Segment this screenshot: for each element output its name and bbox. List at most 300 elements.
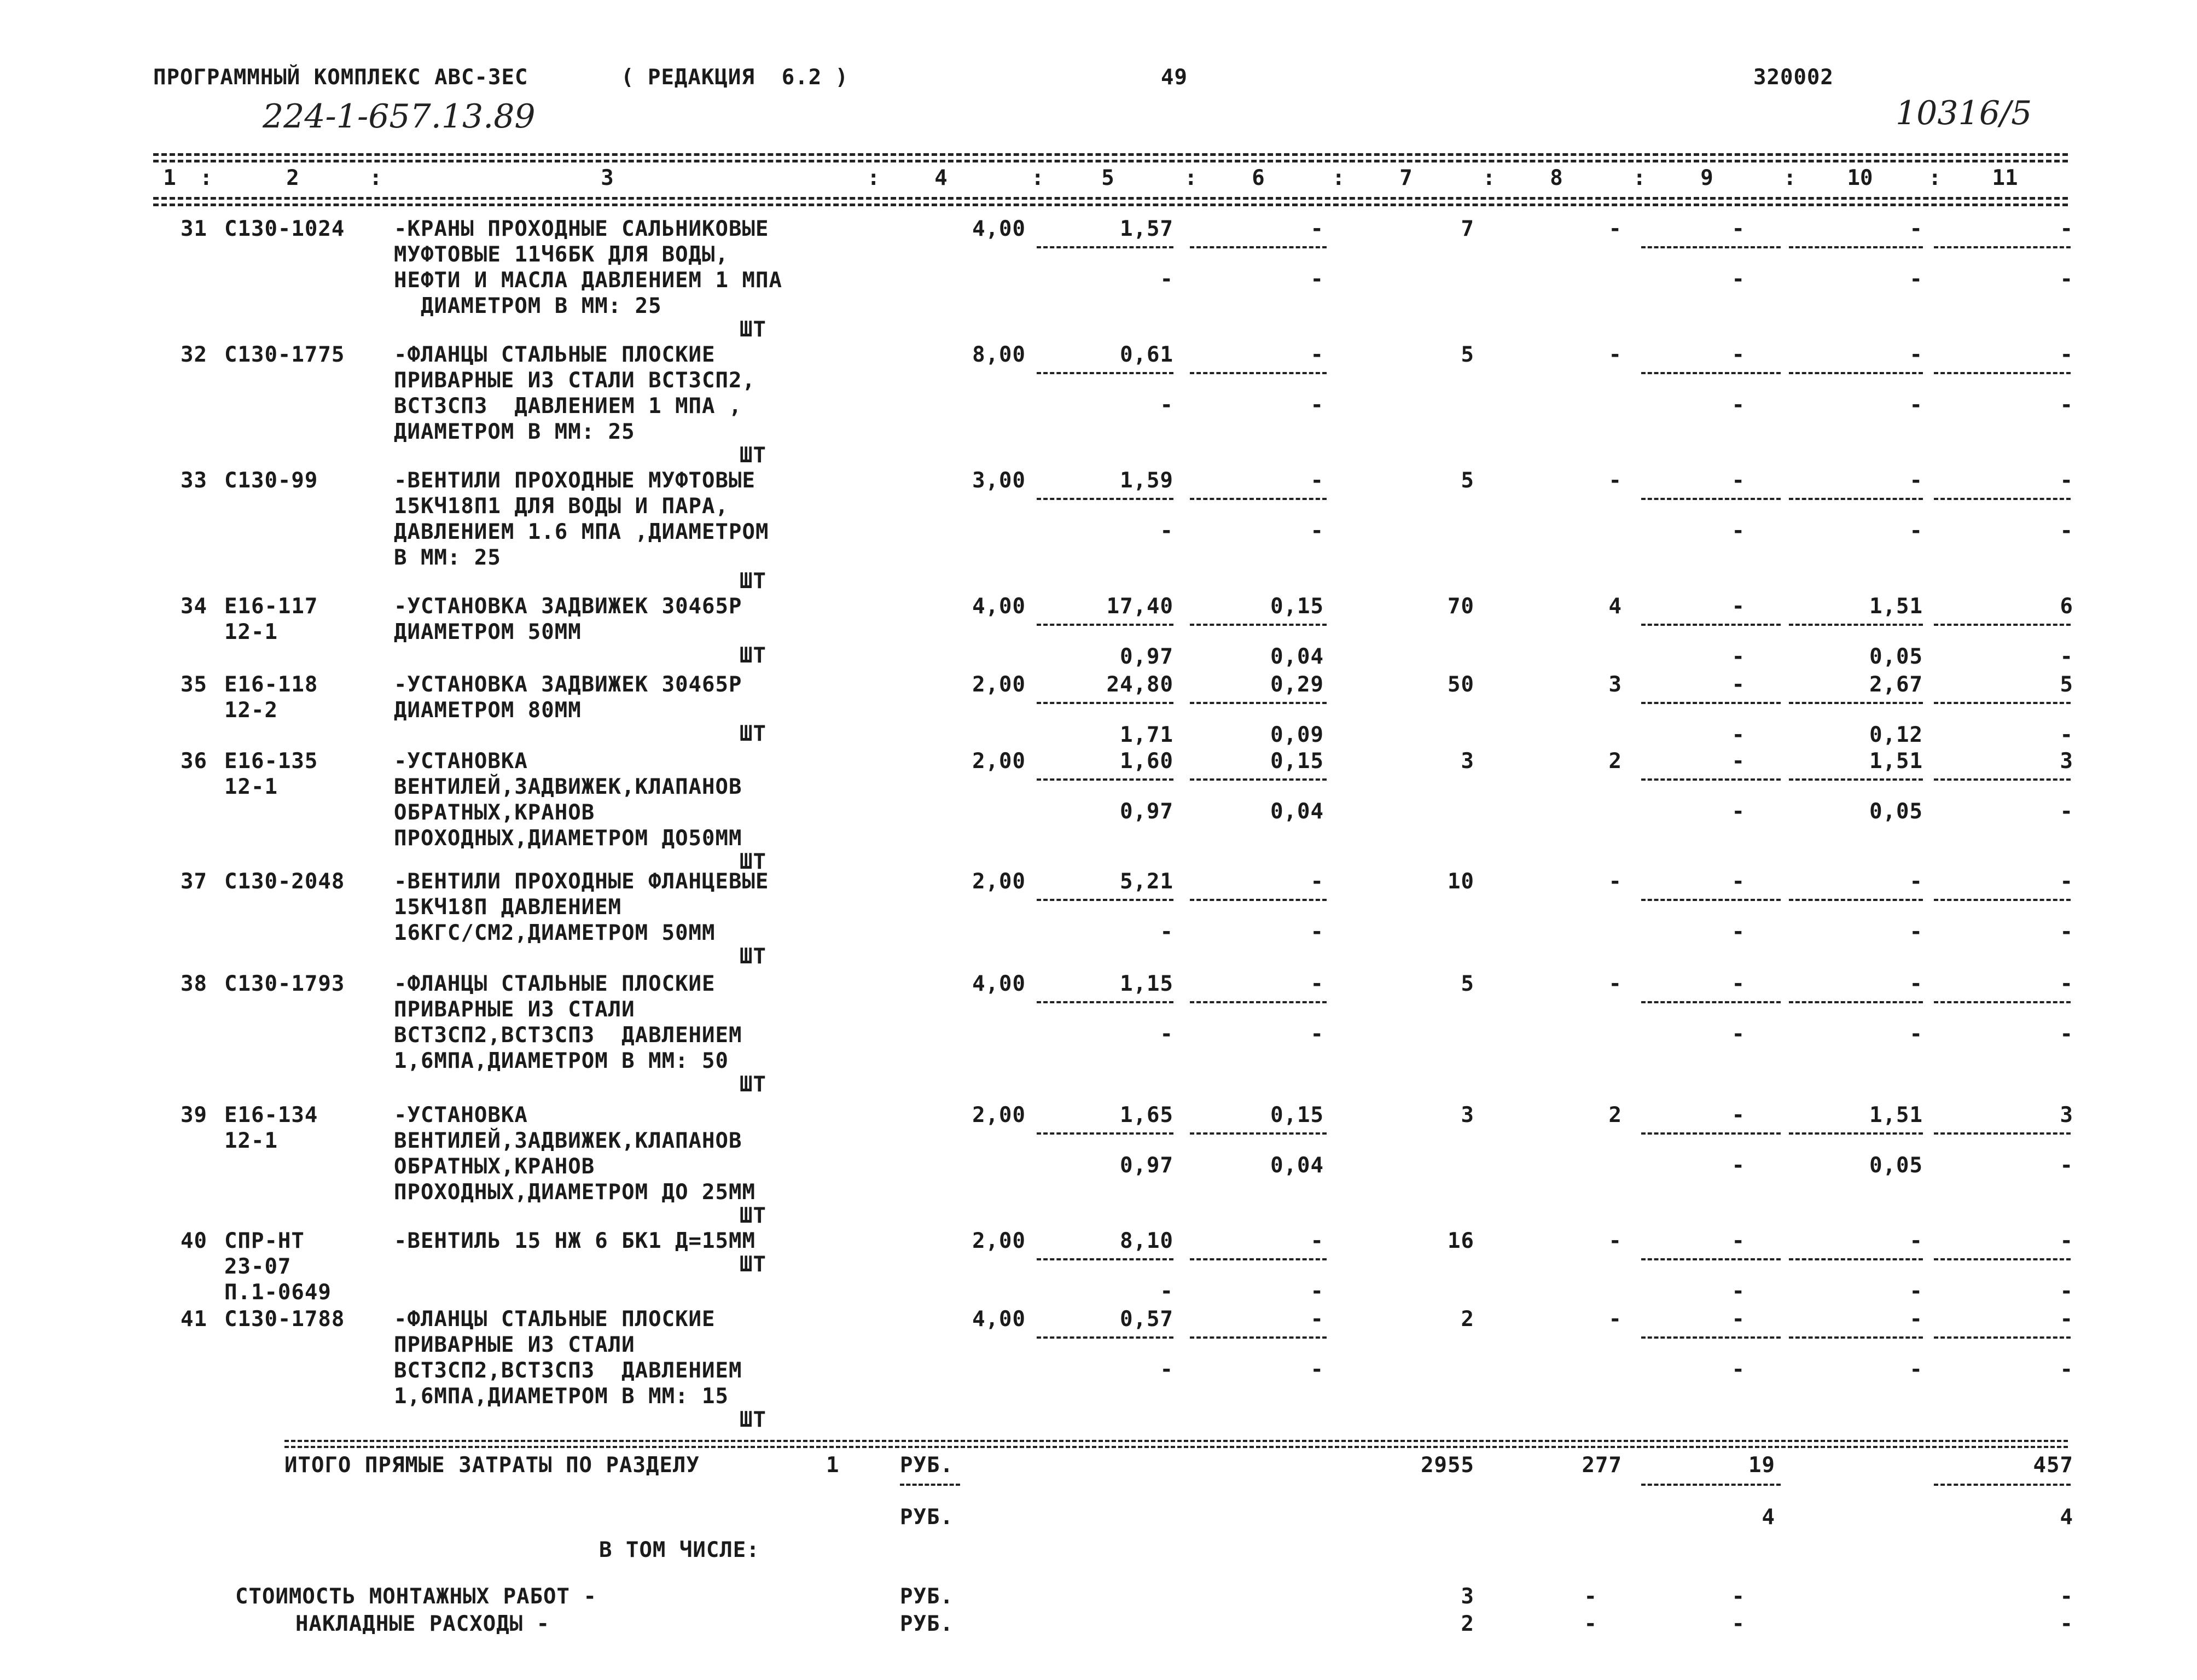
labor-unit: 1,51 [1869,749,1923,774]
cell-divider [1190,1336,1327,1339]
quantity: 2,00 [972,672,1026,697]
cost-breakdown-wages: - [1584,1612,1597,1636]
item-description: -ФЛАНЦЫ СТАЛЬНЫЕ ПЛОСКИЕ [394,972,716,996]
cell-divider [1641,1132,1781,1135]
item-code: 12-1 [224,775,278,799]
cell-divider [1037,702,1173,704]
labor-unit-wages: - [1909,267,1923,292]
machine-total: - [1731,1307,1745,1332]
cell-divider [1037,1336,1173,1339]
cell-divider [1641,624,1781,626]
header-rule-bottom [153,197,2068,200]
machine-cost-wages: - [1310,1357,1324,1382]
item-description: ПРОХОДНЫХ,ДИАМЕТРОМ ДО 25ММ [394,1180,755,1205]
item-number: 37 [181,869,207,894]
machine-cost: 0,15 [1270,749,1324,774]
unit-cost-wages: - [1160,393,1173,417]
cell-divider [1037,372,1173,374]
labor-total-wages: - [2060,393,2073,417]
item-code: 12-1 [224,620,278,644]
item-number: 35 [181,672,207,697]
unit-label: ШТ [740,850,766,874]
item-description: ВСТЗСП2,ВСТЗСП3 ДАВЛЕНИЕМ [394,1358,742,1383]
unit-label: ШТ [740,1408,766,1432]
machine-total: - [1731,672,1745,697]
total-cost: 16 [1448,1229,1474,1253]
totals-wages: 277 [1582,1453,1622,1478]
column-separator: : [200,166,213,190]
cell-divider [1190,1132,1327,1135]
totals-unit-2: РУБ. [900,1505,954,1530]
item-description: ДАВЛЕНИЕМ 1.6 МПА ,ДИАМЕТРОМ [394,520,769,544]
item-description: -ФЛАНЦЫ СТАЛЬНЫЕ ПЛОСКИЕ [394,342,716,367]
wages-total: - [1608,1307,1622,1332]
item-description: 16КГС/СМ2,ДИАМЕТРОМ 50ММ [394,921,716,945]
wages-total: 2 [1608,749,1622,774]
totals-divider [1934,1484,2071,1486]
cost-breakdown-unit: РУБ. [900,1584,954,1609]
wages-total: - [1608,972,1622,996]
unit-cost-wages: 0,97 [1120,1153,1173,1178]
item-description: -ВЕНТИЛИ ПРОХОДНЫЕ МУФТОВЫЕ [394,468,755,493]
unit-label: ШТ [740,722,766,746]
total-cost: 3 [1461,1103,1474,1127]
labor-total: - [2060,1307,2073,1332]
unit-cost: 24,80 [1106,672,1173,697]
program-title: ПРОГРАММНЫЙ КОМПЛЕКС АВС-ЗЕС [153,65,528,90]
item-description: -УСТАНОВКА ЗАДВИЖЕК 30465Р [394,672,742,697]
labor-unit: 1,51 [1869,1103,1923,1127]
labor-unit: - [1909,468,1923,493]
item-description: В ММ: 25 [394,545,501,570]
machine-total-wages: - [1731,799,1745,824]
cell-divider [1641,246,1781,248]
machine-total: - [1731,594,1745,619]
item-code: 12-1 [224,1129,278,1153]
column-header-2: 2 [286,166,299,190]
cell-divider [1190,778,1327,781]
machine-total-wages: - [1731,1022,1745,1047]
unit-cost: 1,60 [1120,749,1173,774]
labor-unit-wages: - [1909,920,1923,944]
labor-total-wages: - [2060,519,2073,543]
item-code: С130-2048 [224,869,345,894]
column-header-8: 8 [1550,166,1563,190]
cell-divider [1190,246,1327,248]
labor-total: - [2060,1229,2073,1253]
item-code: Е16-118 [224,672,318,697]
item-code: 12-2 [224,698,278,723]
labor-unit-wages: 0,05 [1869,1153,1923,1178]
wages-total: - [1608,468,1622,493]
labor-unit-wages: - [1909,393,1923,417]
column-separator: : [1783,166,1797,190]
item-description: ДИАМЕТРОМ 80ММ [394,698,582,723]
unit-cost: 0,61 [1120,342,1173,367]
totals-labor-wages: 4 [2060,1505,2073,1530]
totals-total-cost: 2955 [1421,1453,1474,1478]
cost-breakdown-machine: - [1731,1612,1745,1636]
machine-total-wages: - [1731,723,1745,747]
cell-divider [1190,1258,1327,1260]
item-description: ДИАМЕТРОМ 50ММ [394,620,582,644]
page-number: 49 [1161,65,1188,90]
cost-breakdown-labor: - [2060,1584,2073,1609]
wages-total: - [1608,217,1622,241]
item-code: Е16-134 [224,1103,318,1127]
cell-divider [1789,1258,1923,1260]
totals-section-number: 1 [826,1453,840,1478]
machine-total-wages: - [1731,1153,1745,1178]
wages-total: - [1608,869,1622,894]
item-description: ПРИВАРНЫЕ ИЗ СТАЛИ [394,997,635,1022]
totals-divider [1641,1484,1781,1486]
total-cost: 10 [1448,869,1474,894]
cell-divider [1190,899,1327,901]
unit-cost-wages: 1,71 [1120,723,1173,747]
unit-cost-wages: - [1160,920,1173,944]
machine-cost: - [1310,1229,1324,1253]
cell-divider [1934,1258,2071,1260]
quantity: 2,00 [972,749,1026,774]
machine-cost: - [1310,972,1324,996]
item-description: ВСТЗСП2,ВСТЗСП3 ДАВЛЕНИЕМ [394,1023,742,1048]
labor-unit-wages: - [1909,519,1923,543]
item-description: -ФЛАНЦЫ СТАЛЬНЫЕ ПЛОСКИЕ [394,1307,716,1332]
cell-divider [1037,246,1173,248]
cell-divider [1037,899,1173,901]
item-number: 32 [181,342,207,367]
item-description: -УСТАНОВКА ЗАДВИЖЕК 30465Р [394,594,742,619]
labor-total-wages: - [2060,1357,2073,1382]
header-rule-top [153,153,2068,156]
cell-divider [1641,1336,1781,1339]
item-code: СПР-НТ [224,1229,305,1253]
machine-total: - [1731,342,1745,367]
quantity: 8,00 [972,342,1026,367]
quantity: 4,00 [972,594,1026,619]
totals-machine-wages: 4 [1762,1505,1775,1530]
cell-divider [1789,1001,1923,1003]
item-number: 31 [181,217,207,241]
item-code: 23-07 [224,1254,292,1279]
machine-total: - [1731,217,1745,241]
total-cost: 50 [1448,672,1474,697]
cell-divider [1934,1132,2071,1135]
machine-cost-wages: - [1310,519,1324,543]
unit-cost-wages: - [1160,1022,1173,1047]
item-description: 1,6МПА,ДИАМЕТРОМ В ММ: 15 [394,1384,729,1409]
column-separator: : [369,166,383,190]
totals-rule [284,1440,2068,1442]
machine-cost: - [1310,342,1324,367]
labor-unit: - [1909,217,1923,241]
labor-unit: - [1909,869,1923,894]
cost-breakdown-label: СТОИМОСТЬ МОНТАЖНЫХ РАБОТ - [235,1584,597,1609]
machine-cost: - [1310,1307,1324,1332]
labor-total-wages: - [2060,1153,2073,1178]
column-header-1: 1 [163,166,176,190]
unit-label: ШТ [740,443,766,468]
machine-total: - [1731,869,1745,894]
column-separator: : [1184,166,1198,190]
machine-cost-wages: 0,04 [1270,644,1324,669]
column-header-10: 10 [1847,166,1873,190]
machine-cost: 0,15 [1270,1103,1324,1127]
unit-cost-wages: 0,97 [1120,644,1173,669]
cell-divider [1934,1001,2071,1003]
totals-unit: РУБ. [900,1453,954,1478]
unit-underline [900,1484,960,1486]
handwritten-sheet-number: 10316/5 [1896,94,2032,132]
cell-divider [1934,702,2071,704]
handwritten-project-number: 224-1-657.13.89 [263,97,536,136]
item-description: 15КЧ18П1 ДЛЯ ВОДЫ И ПАРА, [394,494,729,519]
labor-total-wages: - [2060,1022,2073,1047]
machine-total: - [1731,972,1745,996]
labor-total: - [2060,342,2073,367]
unit-cost: 0,57 [1120,1307,1173,1332]
cell-divider [1789,624,1923,626]
unit-cost-wages: - [1160,267,1173,292]
cell-divider [1789,899,1923,901]
labor-unit-wages: - [1909,1022,1923,1047]
wages-total: 2 [1608,1103,1622,1127]
column-separator: : [1928,166,1942,190]
item-code: Е16-117 [224,594,318,619]
column-header-3: 3 [601,166,614,190]
cell-divider [1934,372,2071,374]
labor-unit: - [1909,1307,1923,1332]
item-description: ВЕНТИЛЕЙ,ЗАДВИЖЕК,КЛАПАНОВ [394,775,742,799]
unit-label: ШТ [740,944,766,969]
item-description: ДИАМЕТРОМ В ММ: 25 [394,420,635,444]
cost-breakdown-label: НАКЛАДНЫЕ РАСХОДЫ - [295,1612,550,1636]
labor-total-wages: - [2060,1279,2073,1304]
cell-divider [1934,246,2071,248]
labor-total-wages: - [2060,723,2073,747]
machine-total-wages: - [1731,267,1745,292]
item-number: 38 [181,972,207,996]
total-cost: 70 [1448,594,1474,619]
cell-divider [1934,1336,2071,1339]
item-description: ВЕНТИЛЕЙ,ЗАДВИЖЕК,КЛАПАНОВ [394,1129,742,1153]
cell-divider [1037,498,1173,500]
labor-unit: - [1909,972,1923,996]
column-separator: : [1031,166,1045,190]
unit-label: ШТ [740,1072,766,1097]
item-code: С130-1775 [224,342,345,367]
unit-cost-wages: - [1160,1279,1173,1304]
item-description: ПРОХОДНЫХ,ДИАМЕТРОМ ДО50ММ [394,826,742,851]
labor-unit-wages: 0,05 [1869,799,1923,824]
cell-divider [1789,702,1923,704]
total-cost: 7 [1461,217,1474,241]
labor-total: - [2060,972,2073,996]
cell-divider [1641,372,1781,374]
quantity: 2,00 [972,869,1026,894]
edition: ( РЕДАКЦИЯ 6.2 ) [621,65,849,90]
cell-divider [1789,1132,1923,1135]
machine-total: - [1731,1103,1745,1127]
unit-cost: 1,57 [1120,217,1173,241]
cost-breakdown-total: 3 [1461,1584,1474,1609]
item-number: 34 [181,594,207,619]
item-description: ВСТЗСП3 ДАВЛЕНИЕМ 1 МПА , [394,394,742,418]
quantity: 4,00 [972,1307,1026,1332]
machine-cost: - [1310,217,1324,241]
quantity: 2,00 [972,1229,1026,1253]
cell-divider [1037,1001,1173,1003]
column-separator: : [1332,166,1346,190]
labor-total: - [2060,468,2073,493]
cell-divider [1789,498,1923,500]
cell-divider [1641,498,1781,500]
cost-breakdown-machine: - [1731,1584,1745,1609]
unit-cost: 5,21 [1120,869,1173,894]
total-cost: 5 [1461,972,1474,996]
cell-divider [1789,1336,1923,1339]
cell-divider [1934,498,2071,500]
wages-total: - [1608,1229,1622,1253]
cost-breakdown-unit: РУБ. [900,1612,954,1636]
cell-divider [1641,1001,1781,1003]
machine-total: - [1731,468,1745,493]
item-description: ПРИВАРНЫЕ ИЗ СТАЛИ ВСТЗСП2, [394,368,755,393]
labor-total: - [2060,217,2073,241]
unit-label: ШТ [740,1204,766,1228]
quantity: 3,00 [972,468,1026,493]
column-separator: : [1633,166,1647,190]
totals-label: ИТОГО ПРЯМЫЕ ЗАТРАТЫ ПО РАЗДЕЛУ [284,1453,700,1478]
column-separator: : [1483,166,1496,190]
item-number: 39 [181,1103,207,1127]
labor-total-wages: - [2060,267,2073,292]
cell-divider [1934,624,2071,626]
labor-total-wages: - [2060,644,2073,669]
labor-unit: - [1909,1229,1923,1253]
cell-divider [1037,624,1173,626]
cell-divider [1641,1258,1781,1260]
document-code: 320002 [1753,65,1834,90]
cost-breakdown-labor: - [2060,1612,2073,1636]
cell-divider [1037,1132,1173,1135]
item-description: -ВЕНТИЛИ ПРОХОДНЫЕ ФЛАНЦЕВЫЕ [394,869,769,894]
item-code: П.1-0649 [224,1280,332,1305]
wages-total: 3 [1608,672,1622,697]
cell-divider [1934,778,2071,781]
item-number: 33 [181,468,207,493]
unit-label: ШТ [740,1252,766,1277]
cell-divider [1190,372,1327,374]
machine-cost: - [1310,869,1324,894]
cost-breakdown-total: 2 [1461,1612,1474,1636]
machine-cost: 0,15 [1270,594,1324,619]
machine-total-wages: - [1731,920,1745,944]
unit-cost: 1,15 [1120,972,1173,996]
machine-total-wages: - [1731,644,1745,669]
labor-total: 6 [2060,594,2073,619]
machine-total-wages: - [1731,1279,1745,1304]
labor-unit-wages: - [1909,1357,1923,1382]
machine-total-wages: - [1731,393,1745,417]
header-rule-bottom-2 [153,204,2068,206]
total-cost: 5 [1461,468,1474,493]
unit-cost-wages: 0,97 [1120,799,1173,824]
item-description: -КРАНЫ ПРОХОДНЫЕ САЛЬНИКОВЫЕ [394,217,769,241]
cell-divider [1641,899,1781,901]
item-description: ОБРАТНЫХ,КРАНОВ [394,800,595,825]
item-description: ПРИВАРНЫЕ ИЗ СТАЛИ [394,1333,635,1357]
machine-cost-wages: - [1310,920,1324,944]
item-description: 15КЧ18П ДАВЛЕНИЕМ [394,895,622,920]
machine-cost-wages: 0,04 [1270,1153,1324,1178]
cell-divider [1934,899,2071,901]
machine-total: - [1731,1229,1745,1253]
item-description: -ВЕНТИЛЬ 15 НЖ 6 БК1 Д=15ММ [394,1229,755,1253]
item-description: МУФТОВЫЕ 11Ч6БК ДЛЯ ВОДЫ, [394,242,729,267]
machine-total-wages: - [1731,1357,1745,1382]
item-code: С130-1024 [224,217,345,241]
item-number: 41 [181,1307,207,1332]
labor-unit-wages: 0,05 [1869,644,1923,669]
cell-divider [1190,498,1327,500]
wages-total: - [1608,342,1622,367]
unit-cost-wages: - [1160,519,1173,543]
labor-unit: 1,51 [1869,594,1923,619]
machine-total: - [1731,749,1745,774]
cell-divider [1037,778,1173,781]
item-description: НЕФТИ И МАСЛА ДАВЛЕНИЕМ 1 МПА [394,268,782,293]
cell-divider [1789,246,1923,248]
cell-divider [1641,702,1781,704]
labor-unit: - [1909,342,1923,367]
totals-rule-2 [284,1446,2068,1448]
item-number: 36 [181,749,207,774]
item-code: Е16-135 [224,749,318,774]
labor-unit-wages: - [1909,1279,1923,1304]
cost-breakdown-wages: - [1584,1584,1597,1609]
item-description: ОБРАТНЫХ,КРАНОВ [394,1154,595,1179]
labor-total: 3 [2060,1103,2073,1127]
cell-divider [1641,778,1781,781]
labor-total-wages: - [2060,920,2073,944]
machine-cost-wages: 0,04 [1270,799,1324,824]
including-label: В ТОМ ЧИСЛЕ: [599,1538,760,1562]
labor-total: 5 [2060,672,2073,697]
wages-total: 4 [1608,594,1622,619]
item-number: 40 [181,1229,207,1253]
item-description: 1,6МПА,ДИАМЕТРОМ В ММ: 50 [394,1049,729,1073]
machine-cost-wages: - [1310,1279,1324,1304]
unit-label: ШТ [740,643,766,668]
unit-cost: 8,10 [1120,1229,1173,1253]
cell-divider [1789,778,1923,781]
cell-divider [1037,1258,1173,1260]
item-code: С130-99 [224,468,318,493]
unit-label: ШТ [740,317,766,342]
labor-total-wages: - [2060,799,2073,824]
labor-total: - [2060,869,2073,894]
labor-unit: 2,67 [1869,672,1923,697]
total-cost: 3 [1461,749,1474,774]
totals-labor: 457 [2033,1453,2073,1478]
item-description: -УСТАНОВКА [394,1103,528,1127]
column-header-5: 5 [1101,166,1114,190]
cell-divider [1190,702,1327,704]
machine-cost-wages: 0,09 [1270,723,1324,747]
header-rule-middle [153,160,2068,162]
